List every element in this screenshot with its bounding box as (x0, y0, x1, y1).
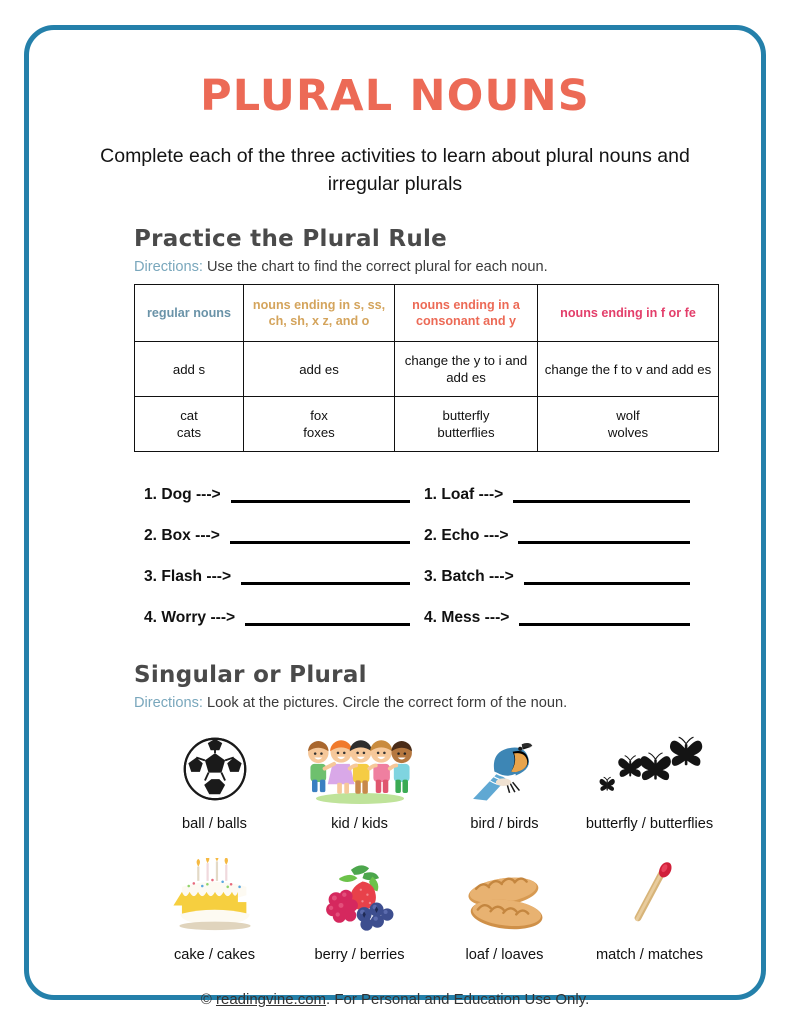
section-practice-plural-rule (29, 226, 761, 638)
directions-text: Use the chart to find the correct plural for each noun. (207, 259, 548, 275)
exercise-column-right (424, 474, 704, 638)
exercise-row (424, 556, 704, 597)
bird-icon (432, 727, 577, 805)
example-plural: cats (176, 425, 202, 440)
exercise-row (424, 515, 704, 556)
butterflies-icon (577, 727, 722, 805)
directions-text: Look at the pictures. Circle the correct form of the noun. (207, 695, 568, 711)
plural-rules-table (134, 284, 719, 452)
picture-item-bird (432, 727, 577, 832)
picture-label[interactable]: butterfly / butterflies (585, 816, 714, 832)
answer-blank[interactable] (245, 623, 410, 626)
exercise-columns (144, 474, 704, 638)
picture-row-2 (142, 858, 722, 963)
example-singular: wolf (616, 408, 640, 423)
footer-credit (29, 991, 761, 1008)
exercise-column-left (144, 474, 424, 638)
exercise-row (424, 474, 704, 515)
section1-directions (134, 259, 721, 275)
worksheet-page (24, 25, 766, 1008)
directions-label: Directions: (134, 259, 203, 275)
section2-directions (134, 695, 721, 711)
rule-cell: change the f to v and add es (538, 342, 719, 397)
birthday-cake-icon (142, 858, 287, 936)
answer-blank[interactable] (524, 582, 690, 585)
example-cell (538, 397, 719, 452)
picture-label[interactable]: bird / birds (470, 816, 539, 832)
example-cell (135, 397, 244, 452)
example-plural: butterflies (437, 425, 495, 440)
picture-item-butterfly (577, 727, 722, 832)
picture-label[interactable]: kid / kids (331, 816, 388, 832)
directions-label: Directions: (134, 695, 203, 711)
exercise-label: 4. Mess ---> (424, 608, 510, 626)
section2-heading: Singular or Plural (134, 662, 367, 688)
exercise-row (144, 515, 424, 556)
exercise-label: 1. Loaf ---> (424, 485, 504, 503)
exercise-row (144, 474, 424, 515)
match-icon (577, 858, 722, 936)
page-subtitle: Complete each of the three activities to learn about plural nouns and irregular plurals (100, 145, 690, 195)
table-header-row (135, 285, 719, 342)
picture-item-ball (142, 727, 287, 832)
answer-blank[interactable] (518, 541, 690, 544)
table-rules-row (135, 342, 719, 397)
table-header-regular: regular nouns (135, 285, 244, 342)
answer-blank[interactable] (230, 541, 410, 544)
page-title: PLURAL NOUNS (200, 71, 590, 121)
exercise-label: 4. Worry ---> (144, 608, 236, 626)
example-plural: wolves (607, 425, 649, 440)
exercise-label: 3. Flash ---> (144, 567, 232, 585)
bread-loaves-icon (432, 858, 577, 936)
picture-label[interactable]: loaf / loaves (465, 947, 544, 963)
example-singular: fox (310, 408, 328, 423)
exercise-label: 2. Box ---> (144, 526, 220, 544)
footer-prefix: © (200, 991, 216, 1008)
footer-suffix: . For Personal and Education Use Only. (326, 991, 590, 1008)
answer-blank[interactable] (231, 500, 410, 503)
example-plural: foxes (303, 425, 335, 440)
rule-cell: add es (244, 342, 395, 397)
example-singular: butterfly (442, 408, 490, 423)
answer-blank[interactable] (519, 623, 690, 626)
picture-label[interactable]: cake / cakes (173, 947, 256, 963)
picture-item-cake (142, 858, 287, 963)
berries-icon (287, 858, 432, 936)
exercise-label: 2. Echo ---> (424, 526, 509, 544)
example-singular: cat (180, 408, 198, 423)
example-cell (244, 397, 395, 452)
exercise-row (144, 597, 424, 638)
table-header-f-fe: nouns ending in f or fe (538, 285, 719, 342)
picture-row-1 (142, 727, 722, 832)
exercise-row (144, 556, 424, 597)
table-examples-row (135, 397, 719, 452)
soccer-ball-icon (142, 727, 287, 805)
example-cell (395, 397, 538, 452)
picture-item-kids (287, 727, 432, 832)
rule-cell: add s (135, 342, 244, 397)
table-header-consonant-y: nouns ending in a consonant and y (395, 285, 538, 342)
exercise-row (424, 597, 704, 638)
picture-item-berry (287, 858, 432, 963)
picture-label[interactable]: match / matches (595, 947, 704, 963)
answer-blank[interactable] (513, 500, 690, 503)
picture-item-match (577, 858, 722, 963)
readingvine-link[interactable]: readingvine.com (215, 991, 327, 1008)
rule-cell: change the y to i and add es (395, 342, 538, 397)
picture-label[interactable]: berry / berries (314, 947, 405, 963)
exercise-label: 1. Dog ---> (144, 485, 221, 503)
answer-blank[interactable] (241, 582, 410, 585)
exercise-label: 3. Batch ---> (424, 567, 514, 585)
picture-label[interactable]: ball / balls (182, 816, 247, 832)
table-header-s-endings: nouns ending in s, ss, ch, sh, x z, and o (244, 285, 395, 342)
kids-group-icon (287, 727, 432, 805)
picture-item-loaf (432, 858, 577, 963)
section-singular-or-plural (29, 662, 761, 963)
picture-grid (142, 727, 722, 963)
section1-heading: Practice the Plural Rule (134, 226, 448, 252)
